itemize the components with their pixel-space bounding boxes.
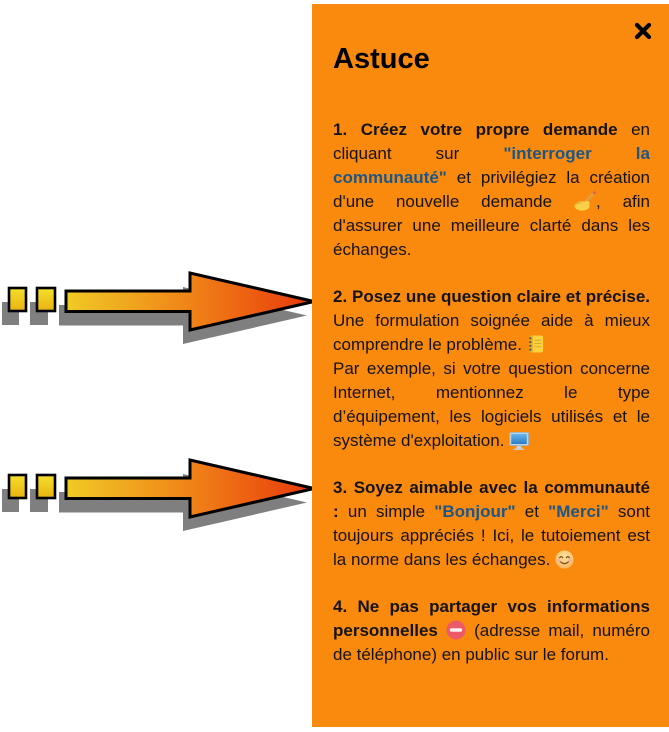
dashed-arrow-pointer-1 <box>0 262 320 348</box>
tip-1-text: , afin d'assurer une meilleure clarté dans les échanges. <box>333 192 650 259</box>
page-title: Astuce <box>333 43 430 75</box>
tip-1-text: et privilégiez la création d'une nouvelle demande <box>333 168 650 211</box>
tip-3 <box>333 476 650 572</box>
tip-3-heading: 3. Soyez aimable avec la communauté : <box>333 478 650 521</box>
tip-3-text: un simple <box>338 502 435 521</box>
no-entry-icon <box>446 619 466 643</box>
tip-1-heading: 1. Créez votre propre demande <box>333 120 618 139</box>
tip-3-text: sont toujours appréciés ! Ici, le tutoiement est la norme dans les échanges. <box>333 502 651 569</box>
tip-2-heading: 2. Posez une question claire et précise. <box>333 287 650 306</box>
arrow-icon <box>0 449 320 535</box>
desktop-computer-icon <box>509 429 529 453</box>
arrow-icon <box>0 262 320 348</box>
tip-4-heading: 4. Ne pas partager vos informations personnelles <box>333 597 650 640</box>
writing-hand-icon <box>574 190 596 214</box>
quoted-word-merci: "Merci" <box>548 502 609 521</box>
tip-1-text: en cliquant sur <box>333 120 650 163</box>
tip-2-text: Une formulation soignée aide à mieux comprendre le problème. <box>333 311 650 354</box>
smiling-face-icon <box>555 548 574 572</box>
tip-3-text: et <box>515 502 549 521</box>
quoted-word-bonjour: "Bonjour" <box>434 502 516 521</box>
tip-1 <box>333 118 650 262</box>
tip-4 <box>333 595 650 667</box>
ledger-notebook-icon <box>527 333 544 357</box>
tip-2 <box>333 285 650 453</box>
quoted-action-interroger-la-communaute: "interroger la communauté" <box>333 144 650 187</box>
close-icon <box>634 22 652 40</box>
tip-4-text: (adresse mail, numéro de téléphone) en public sur le forum. <box>333 621 650 664</box>
tip-2-text: Par exemple, si votre question concerne Internet, mentionnez le type d’équipement, les logiciels utilisés et le système d'exploitation. <box>333 359 650 450</box>
astuce-panel <box>312 4 669 727</box>
dashed-arrow-pointer-2 <box>0 449 320 535</box>
close-button[interactable] <box>633 21 653 41</box>
